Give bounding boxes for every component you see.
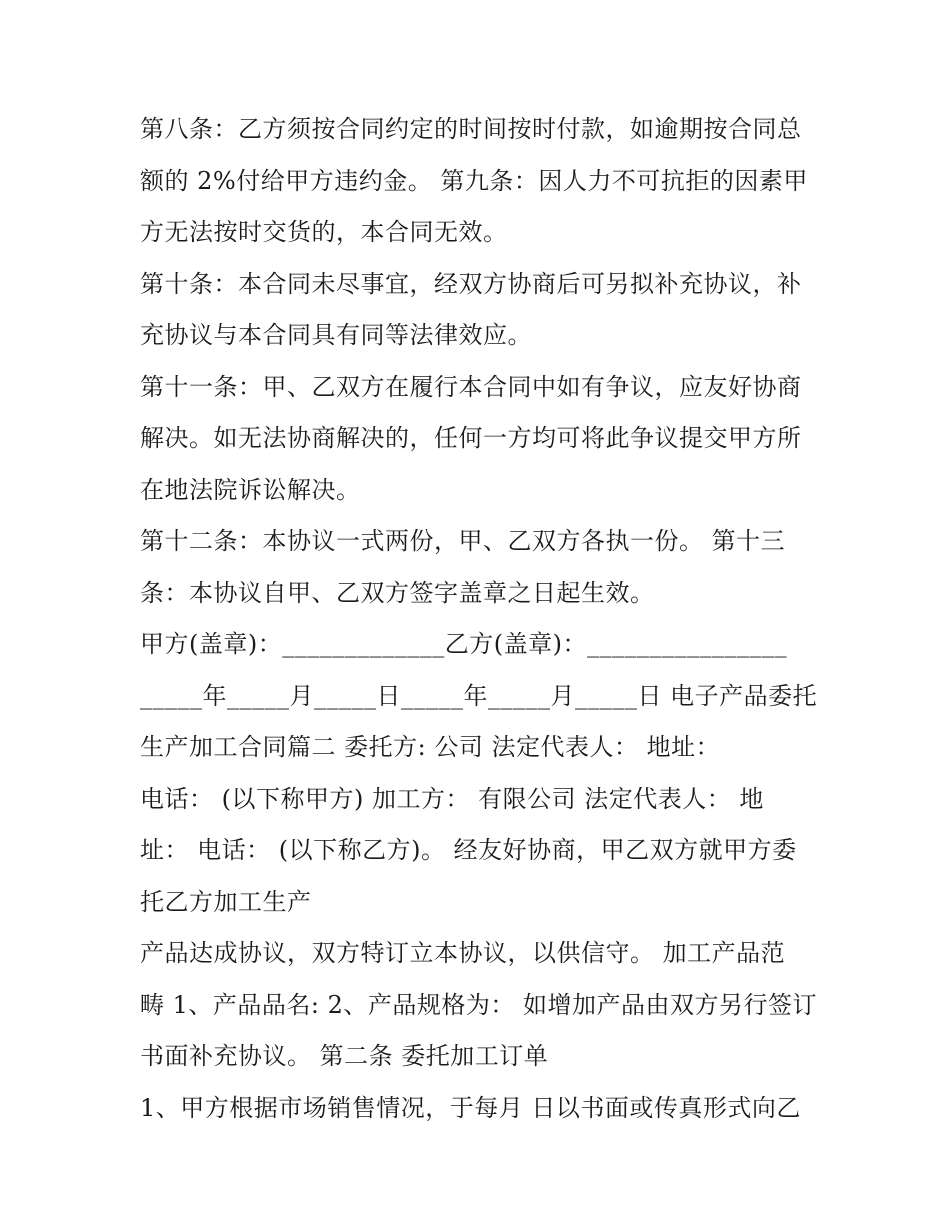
text-line: 额的 2%付给甲方违约金。 第九条：因人力不可抗拒的因素甲 — [140, 166, 808, 195]
text-line: 充协议与本合同具有同等法律效应。 — [140, 321, 532, 349]
text-line: 第十一条：甲、乙双方在履行本合同中如有争议，应友好协商 — [140, 372, 802, 401]
signature-line: 甲方(盖章)：_____________乙方(盖章)：________________ — [140, 630, 787, 658]
text-line: 1、甲方根据市场销售情况，于每月 日以书面或传真形式向乙 — [140, 1093, 801, 1122]
text-line: 生产加工合同篇二 委托方: 公司 法定代表人： 地址： — [140, 733, 721, 761]
text-line: 方无法按时交货的，本合同无效。 — [140, 218, 508, 246]
text-line: 书面补充协议。 第二条 委托加工订单 — [140, 1042, 549, 1070]
text-line: 第十条：本合同未尽事宜，经双方协商后可另拟补充协议，补 — [140, 269, 802, 298]
text-line: 电话： (以下称甲方) 加工方： 有限公司 法定代表人： 地 — [140, 784, 764, 813]
document-body — [140, 104, 820, 1134]
text-line: 址： 电话： (以下称乙方)。 经友好协商，甲乙双方就甲方委 — [140, 836, 797, 864]
text-line: 畴 1、产品品名: 2、产品规格为： 如增加产品由双方另行签订 — [140, 990, 818, 1019]
text-line: 第八条：乙方须按合同约定的时间按时付款，如逾期按合同总 — [140, 115, 802, 143]
text-line: 产品达成协议，双方特订立本协议，以供信守。 加工产品范 — [140, 939, 786, 967]
text-line: 在地法院诉讼解决。 — [140, 475, 361, 504]
date-line: _____年_____月_____日_____年_____月_____日 电子产品委托 — [140, 681, 818, 710]
text-line: 条：本协议自甲、乙双方签字盖章之日起生效。 — [140, 578, 655, 607]
text-line: 第十二条：本协议一式两份，甲、乙双方各执一份。 第十三 — [140, 527, 786, 555]
text-line: 解决。如无法协商解决的，任何一方均可将此争议提交甲方所 — [140, 424, 802, 452]
text-line: 托乙方加工生产 — [140, 887, 312, 916]
